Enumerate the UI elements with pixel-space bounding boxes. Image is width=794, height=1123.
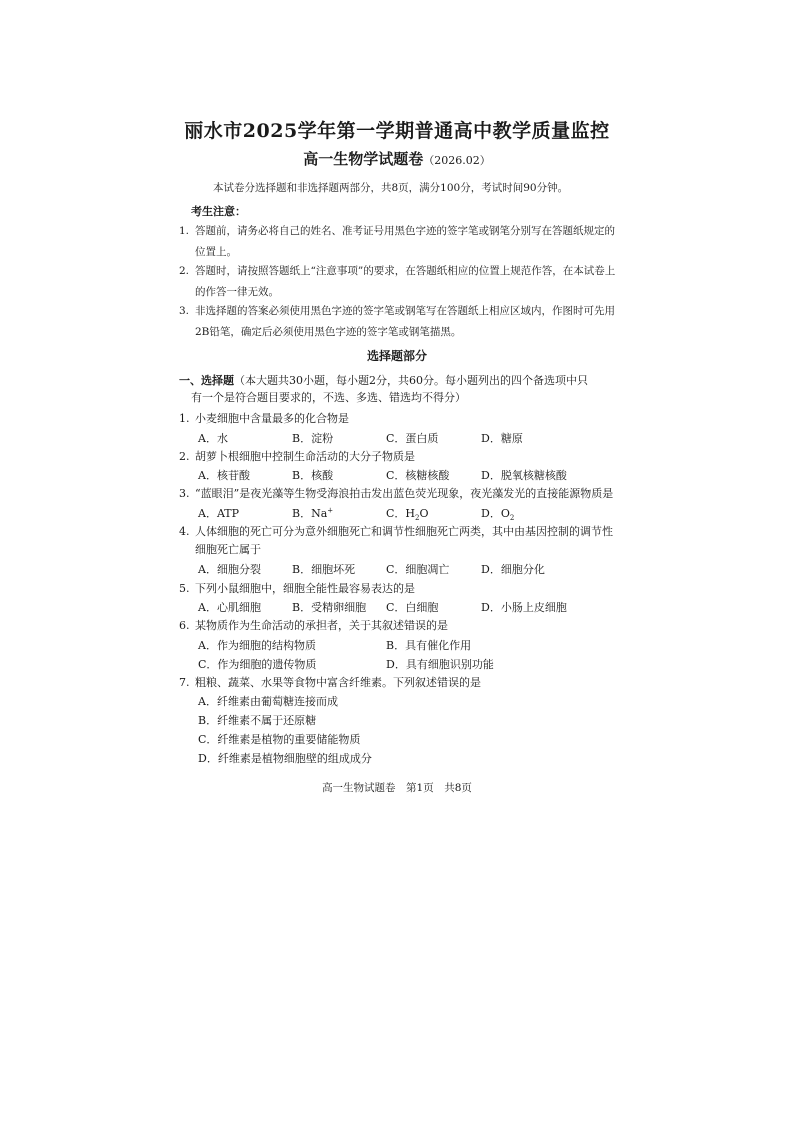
- option-c-subscript: 2: [415, 514, 420, 523]
- subtitle-text: 高一生物学试题卷: [303, 150, 424, 168]
- notice-number: 2.: [179, 265, 190, 277]
- notice-item: [179, 301, 619, 343]
- part-lead: 一、选择题: [179, 374, 234, 387]
- exam-subtitle: [0, 148, 794, 169]
- option-a: A．ATP: [198, 507, 240, 520]
- question-stem: [179, 485, 629, 503]
- question-text: 某物质作为生命活动的承担者，关于其叙述错误的是: [195, 619, 448, 632]
- question-stem: [179, 410, 619, 428]
- option-c-tail: O: [419, 507, 429, 520]
- option-a: A．心肌细胞: [198, 601, 261, 614]
- question-number: 4.: [179, 525, 190, 538]
- option-d: D．纤维素是植物细胞壁的组成成分: [198, 752, 372, 765]
- question-stem: [179, 580, 619, 598]
- notice-text: 非选择题的答案必须使用黑色字迹的签字笔或钢笔写在答题纸上相应区域内，作图时可先用2B铅笔，确定后必须使用黑色字迹的签字笔或钢笔描黑。: [195, 305, 615, 338]
- option-d: D．细胞分化: [481, 563, 545, 576]
- notice-item: [179, 261, 619, 303]
- option-c: C．蛋白质: [386, 432, 439, 445]
- option-c-text: C．H: [386, 507, 416, 520]
- option-b-superscript: +: [327, 506, 334, 515]
- option-d: D．小肠上皮细胞: [481, 601, 567, 614]
- notice-item: [179, 221, 619, 263]
- question-stem: [179, 448, 619, 466]
- notice-heading: 考生注意：: [191, 205, 246, 218]
- option-c: C．白细胞: [386, 601, 439, 614]
- part-desc-line1: （本大题共30小题，每小题2分，共60分。每小题列出的四个备选项中只: [234, 374, 588, 387]
- question-text: 胡萝卜根细胞中控制生命活动的大分子物质是: [195, 450, 415, 463]
- notice-number: 1.: [179, 225, 190, 237]
- question-stem: [179, 617, 619, 635]
- option-a: A．细胞分裂: [198, 563, 261, 576]
- question-number: 7.: [179, 676, 190, 689]
- option-c: C．核糖核酸: [386, 469, 450, 482]
- option-d-text: D．O: [481, 507, 510, 520]
- exam-intro: 本试卷分选择题和非选择题两部分，共8页，满分100分，考试时间90分钟。: [213, 182, 569, 194]
- option-b: B．具有催化作用: [386, 639, 472, 652]
- option-b: B．核酸: [292, 469, 334, 482]
- question-text: “蓝眼泪”是夜光藻等生物受海浪拍击发出蓝色荧光现象，夜光藻发光的直接能源物质是: [195, 487, 614, 500]
- question-number: 3.: [179, 487, 190, 500]
- section-title: 选择题部分: [366, 349, 427, 363]
- part-desc-line2: 有一个是符合题目要求的，不选、多选、错选均不得分）: [191, 391, 466, 404]
- option-c: C．作为细胞的遗传物质: [198, 658, 317, 671]
- option-c: [386, 505, 429, 522]
- option-c: C．纤维素是植物的重要储能物质: [198, 733, 361, 746]
- question-text: 下列小鼠细胞中，细胞全能性最容易表达的是: [195, 582, 415, 595]
- question-number: 6.: [179, 619, 190, 632]
- notice-text: 答题前，请务必将自己的姓名、准考证号用黑色字迹的签字笔或钢笔分别写在答题纸规定的位置上。: [195, 225, 615, 258]
- option-a: A．核苷酸: [198, 469, 250, 482]
- question-stem: [179, 674, 619, 692]
- option-d: [481, 505, 514, 522]
- option-a: A．纤维素由葡萄糖连接而成: [198, 695, 338, 708]
- option-d: D．脱氧核糖核酸: [481, 469, 567, 482]
- option-c: C．细胞凋亡: [386, 563, 450, 576]
- option-b-text: B．Na: [292, 507, 328, 520]
- option-d-subscript: 2: [509, 514, 515, 523]
- question-text: 小麦细胞中含量最多的化合物是: [195, 412, 349, 425]
- question-stem: [179, 523, 619, 559]
- option-b: B．淀粉: [292, 432, 334, 445]
- notice-number: 3.: [179, 305, 190, 317]
- option-d: D．具有细胞识别功能: [386, 658, 494, 671]
- question-text: 粗粮、蔬菜、水果等食物中富含纤维素。下列叙述错误的是: [195, 676, 481, 689]
- notice-text: 答题时，请按照答题纸上“注意事项”的要求，在答题纸相应的位置上规范作答，在本试卷上的作答一律无效。: [195, 265, 616, 298]
- option-a: A．水: [198, 432, 228, 445]
- option-b: [292, 505, 333, 521]
- exam-title: 丽水市2025学年第一学期普通高中教学质量监控: [184, 120, 610, 142]
- option-a: A．作为细胞的结构物质: [198, 639, 316, 652]
- question-number: 1.: [179, 412, 190, 425]
- option-b: B．纤维素不属于还原糖: [198, 714, 317, 727]
- part-heading: [179, 372, 619, 406]
- question-text: 人体细胞的死亡可分为意外细胞死亡和调节性细胞死亡两类，其中由基因控制的调节性细胞死亡属于: [195, 525, 613, 556]
- page-footer: 高一生物试题卷 第1页 共8页: [322, 782, 472, 794]
- option-b: B．受精卵细胞: [292, 601, 367, 614]
- exam-date: （2026.02）: [423, 154, 491, 167]
- question-number: 2.: [179, 450, 190, 463]
- option-d: D．糖原: [481, 432, 523, 445]
- question-number: 5.: [179, 582, 190, 595]
- option-b: B．细胞坏死: [292, 563, 356, 576]
